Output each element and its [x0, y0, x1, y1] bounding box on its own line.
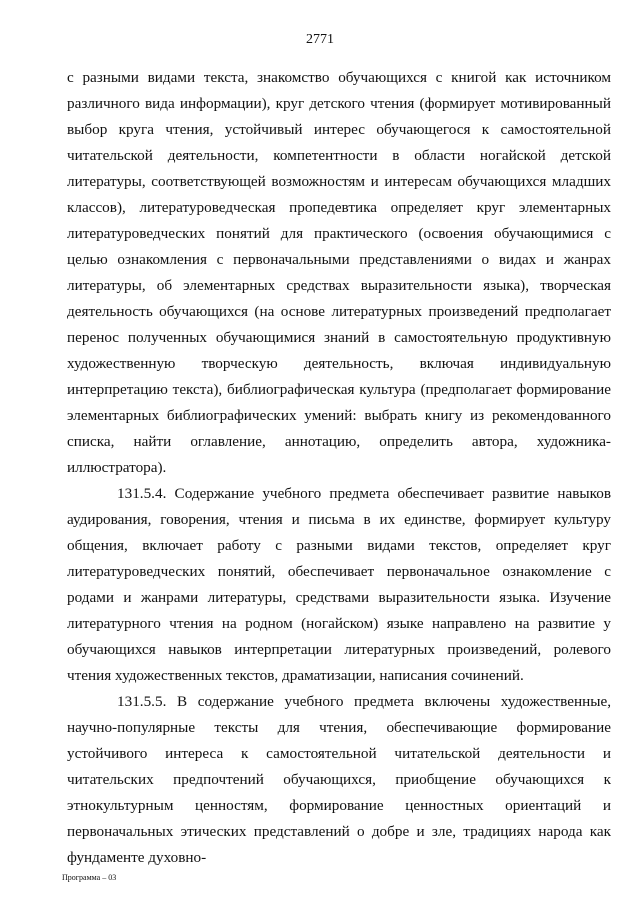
document-body [67, 65, 611, 871]
page-footer: Программа – 03 [62, 873, 117, 882]
page-number: 2771 [306, 32, 334, 47]
paragraph-131-5-5: 131.5.5. В содержание учебного предмета включены художественные, научно-популярные тексты для чтения, обеспечивающие формирование устойчивого интереса к самостоятельной читательской деятельности и читательских предпочтений обучающихся, приобщение обучающихся к этнокультурным ценностям, формирование ценностных ориентаций и первоначальных этических представлений о добре и зле, традициях народа как фундаменте духовно- [67, 693, 611, 866]
paragraph-continuation: с разными видами текста, знакомство обучающихся с книгой как источником различного вида информации), круг детского чтения (формирует мотивированный выбор круга чтения, устойчивый интерес обучающегося к самостоятельной читательской деятельности, компетентности в области ногайской детской литературы, соответствующей возможностям и интересам обучающихся младших классов), литературоведческая пропедевтика определяет круг элементарных литературоведческих понятий для практического (освоения обучающимися с целью ознакомления с первоначальными представлениями о видах и жанрах литературы, об элементарных средствах выразительности языка), творческая деятельность обучающихся (на основе литературных произведений предполагает перенос полученных обучающимися знаний в самостоятельную продуктивную художественную творческую деятельность, включая индивидуальную интерпретацию текста), библиографическая культура (предполагает формирование элементарных библиографических умений: выбрать книгу из рекомендованного списка, найти оглавление, аннотацию, определить автора, художника-иллюстратора). [67, 69, 611, 476]
paragraph-131-5-4: 131.5.4. Содержание учебного предмета обеспечивает развитие навыков аудирования, говорения, чтения и письма в их единстве, формирует культуру общения, включает работу с разными видами текстов, определяет круг литературоведческих понятий, обеспечивает первоначальное ознакомление с родами и жанрами литературы, средствами выразительности языка. Изучение литературного чтения на родном (ногайском) языке направлено на развитие у обучающихся навыков интерпретации литературных произведений, ролевого чтения художественных текстов, драматизации, написания сочинений. [67, 485, 611, 684]
